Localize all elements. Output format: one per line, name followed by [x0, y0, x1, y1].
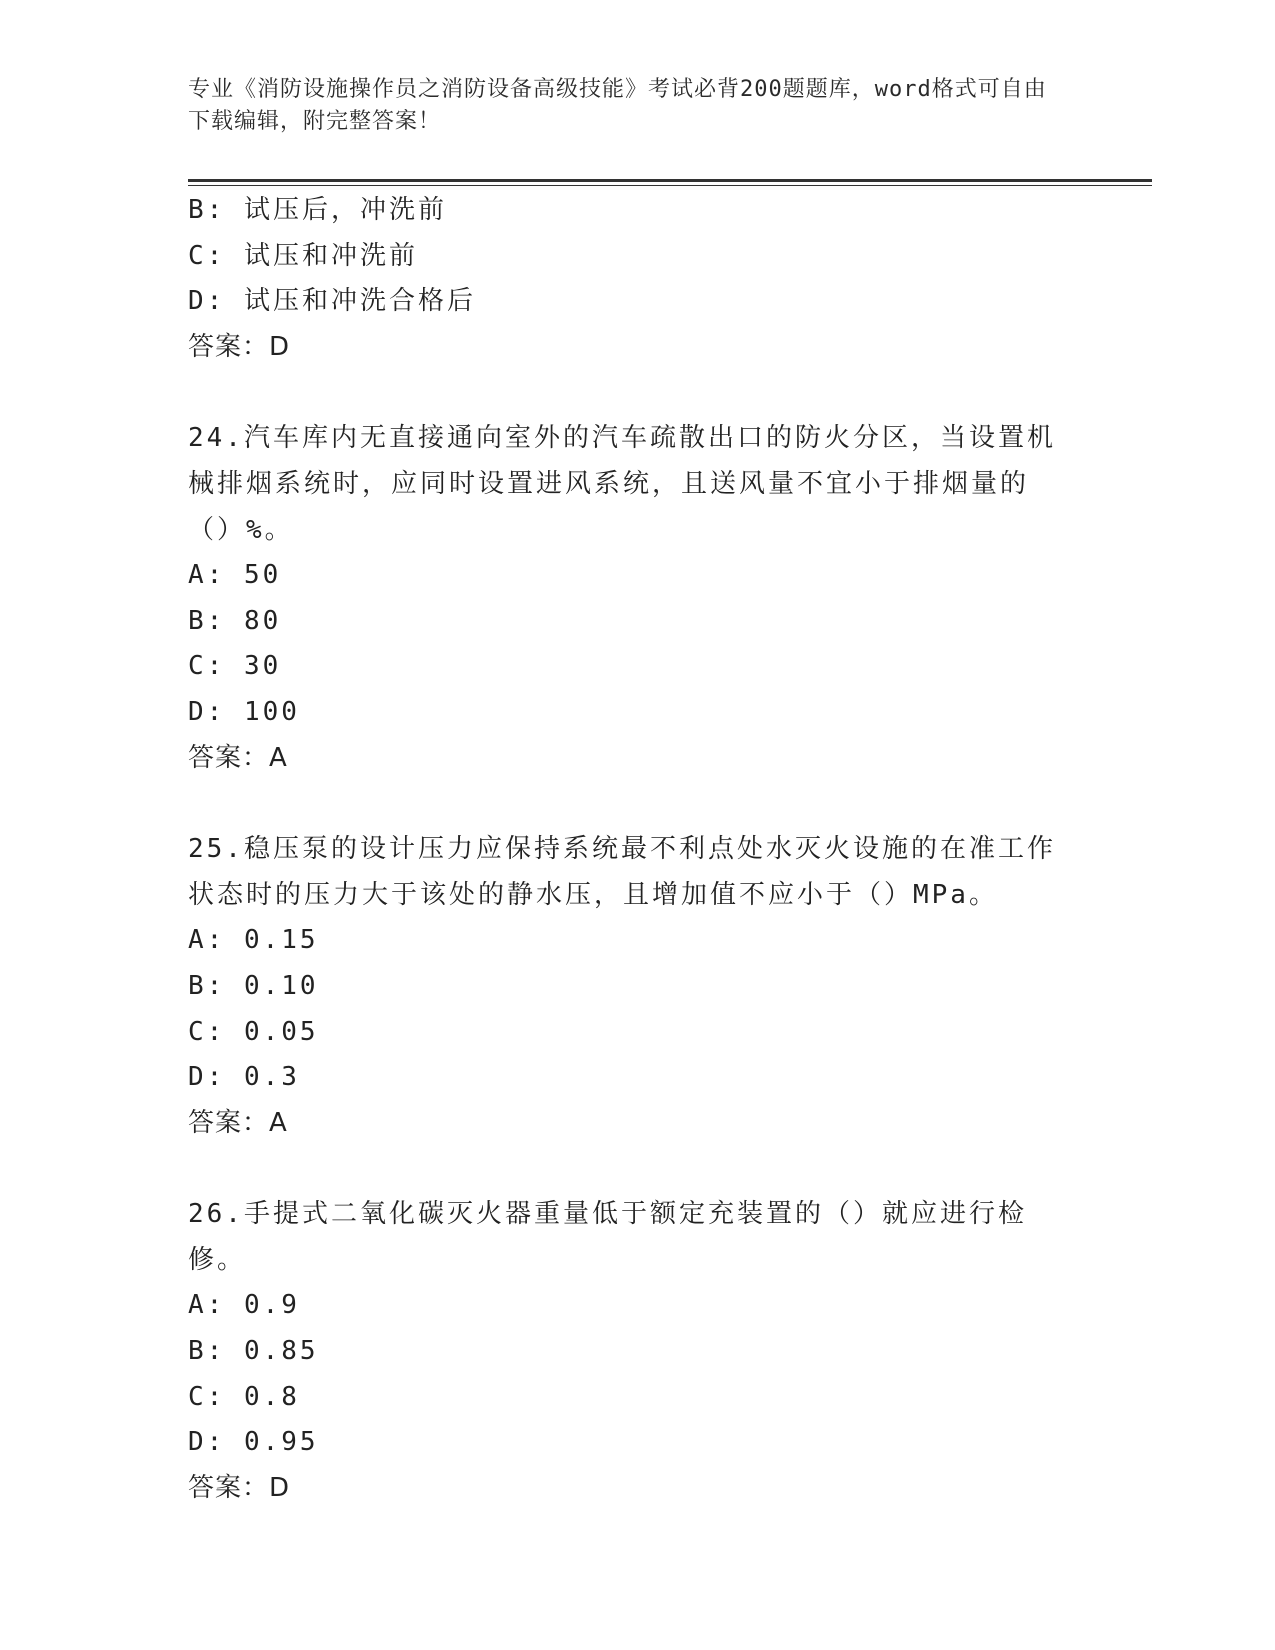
option-a: A: 50: [188, 560, 282, 591]
option-d: D: 试压和冲洗合格后: [188, 286, 476, 317]
partial-question-block: [188, 188, 1088, 370]
question-stem: 24.汽车库内无直接通向室外的汽车疏散出口的防火分区，当设置机械排烟系统时，应同时设置进风系统，且送风量不宜小于排烟量的（）%。: [188, 423, 1056, 545]
answer-line: 答案：D: [188, 331, 291, 362]
document-header: 专业《消防设施操作员之消防设备高级技能》考试必背200题题库，word格式可自由下载编辑，附完整答案！: [188, 77, 1047, 134]
option-d: D: 0.95: [188, 1427, 319, 1458]
answer-line: 答案：A: [188, 742, 288, 773]
question-26: [188, 1192, 1088, 1511]
option-b: B: 试压后，冲洗前: [188, 195, 447, 225]
option-a: A: 0.9: [188, 1290, 300, 1321]
question-content: [188, 188, 1088, 1511]
option-a: A: 0.15: [188, 925, 319, 956]
answer-line: 答案：D: [188, 1472, 291, 1503]
question-stem: 25.稳压泵的设计压力应保持系统最不利点处水灭火设施的在准工作状态时的压力大于该处的静水压，且增加值不应小于（）MPa。: [188, 834, 1056, 910]
option-c: C: 0.05: [188, 1016, 319, 1047]
question-24: [188, 416, 1088, 781]
option-d: D: 100: [188, 696, 300, 727]
answer-line: 答案：A: [188, 1107, 288, 1138]
option-d: D: 0.3: [188, 1062, 300, 1093]
header-divider-thick: [188, 179, 1152, 182]
option-c: C: 试压和冲洗前: [188, 240, 418, 271]
option-c: C: 0.8: [188, 1381, 300, 1412]
header-divider-thin: [188, 185, 1152, 186]
option-b: B: 80: [188, 605, 282, 636]
option-b: B: 0.85: [188, 1336, 319, 1367]
question-stem: 26.手提式二氧化碳灭火器重量低于额定充装置的（）就应进行检修。: [188, 1199, 1027, 1275]
question-25: [188, 827, 1088, 1146]
option-b: B: 0.10: [188, 970, 319, 1001]
option-c: C: 30: [188, 651, 282, 682]
